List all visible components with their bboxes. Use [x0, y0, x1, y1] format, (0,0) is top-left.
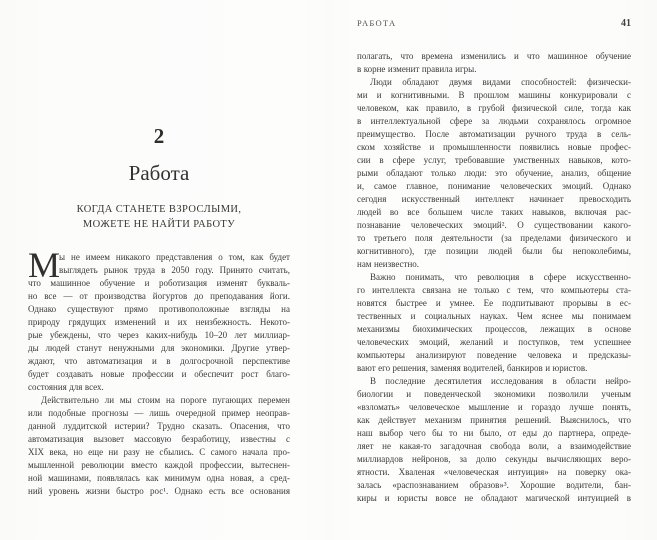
- text-line: выглядеть рынок труда в 2050 году. Принято считать,: [59, 265, 290, 275]
- text-line: преимущество. После автоматизации ручного труда в сель-: [357, 129, 631, 139]
- text-line: состояния для всех.: [28, 382, 104, 392]
- right-page: [357, 0, 631, 540]
- text-line: Однако существуют прямо противоположные взгляды на: [28, 304, 290, 314]
- text-line: го интеллекта связана не только с тем, что компьютеры ста-: [357, 285, 631, 295]
- text-line: ний уровень жизни быстро рос¹. Однако есть все основания: [28, 486, 290, 496]
- chapter-title: Работа: [128, 161, 190, 185]
- text-line: компьютеры анализируют поведение человека и предсказы-: [357, 350, 631, 360]
- text-line: то третьего поля деятельности (за пределами физического и: [357, 233, 631, 243]
- paragraph: [28, 245, 290, 394]
- text-line: вают его решения, заменяя водителей, банкиров и юристов.: [357, 363, 588, 373]
- text-line: познавание человеческих эмоций². О существовании какого-: [357, 220, 631, 230]
- text-line: будет создавать новые профессии и обеспечит рост благо-: [28, 369, 290, 379]
- text-line: ной машинами, появлялась как минимум одна новая, а сред-: [28, 473, 290, 483]
- chapter-number: 2: [153, 124, 165, 148]
- text-line: сегодня искусственный интеллект начинает превосходить: [357, 194, 631, 204]
- text-line: нам неизвестно.: [357, 259, 420, 269]
- left-page: [28, 0, 290, 540]
- text-line: ском хозяйстве и промышленности появились новые профес-: [357, 142, 631, 152]
- text-line: ждают, что автоматизация и в долгосрочной перспективе: [28, 356, 290, 366]
- text-line: рыми обладают только люди: это обучение, анализ, общение: [357, 168, 631, 178]
- text-line: природу грядущих изменений и их неизбежность. Некото-: [28, 317, 290, 327]
- paragraph: [357, 76, 631, 271]
- text-line: или подобные прогнозы — лишь очередной пример неоправ-: [28, 408, 290, 418]
- text-line: Важно понимать, что революция в сфере искусственно-: [370, 272, 631, 282]
- text-line: людей во все большем числе таких навыков, включая рас-: [357, 207, 631, 217]
- text-line: когнитивного), где позиции людей были бы непоколебимы,: [357, 246, 631, 256]
- text-line: В последние десятилетия исследования в области нейро-: [370, 376, 631, 386]
- text-line: автоматизация вызовет массовую безработицу, известны с: [28, 434, 290, 444]
- text-line: что машинное обучение и роботизация изменят букваль-: [28, 278, 290, 288]
- text-line: миллиардов нейронов, за долю секунды вычисляющих веро-: [357, 454, 631, 464]
- running-head: [357, 18, 631, 29]
- text-line: человеком, как правило, в грубой физической силе, тогда как: [357, 103, 631, 113]
- text-line: ляет не какая-то загадочная свобода воли, а взаимодействие: [357, 441, 631, 451]
- text-line: рые убеждены, что через каких-нибудь 10–20 лет миллиар-: [28, 330, 290, 340]
- paragraph: [28, 394, 290, 498]
- running-head-title: РАБОТА: [357, 18, 397, 28]
- text-line: ды людей станут ненужными для экономики. Другие утвер-: [28, 343, 290, 353]
- chapter-subtitle-line: МОЖЕТЕ НЕ НАЙТИ РАБОТУ: [82, 219, 236, 230]
- text-line: ятности. Хваленая «человеческая интуиция» на поверку ока-: [357, 467, 631, 477]
- text-line: данной луддитской истерии? Трудно сказать. Опасения, что: [28, 421, 290, 431]
- text-line: сии в сфере услуг, требовавшие умственных навыков, кото-: [357, 155, 631, 165]
- text-line: механизмы биохимических процессов, лежащих в основе: [357, 324, 631, 334]
- text-line: новятся быстрее и умнее. Ее подпитывают прорывы в ес-: [357, 298, 631, 308]
- text-line: полагать, что времена изменились и что машинное обучение: [357, 51, 631, 61]
- right-page-body: [357, 50, 631, 505]
- text-line: биологии и поведенческой экономики позволили ученым: [357, 389, 631, 399]
- text-line: в интеллектуальной сфере за людьми сохранялось огромное: [357, 116, 631, 126]
- text-line: XIX века, но еще ни разу не сбылись. С самого начала про-: [28, 447, 290, 457]
- text-line: наш выбор чего бы то ни было, от еды до партнера, опреде-: [357, 428, 631, 438]
- text-line: и, самое главное, понимание человеческих эмоций. Однако: [357, 181, 631, 191]
- chapter-subtitle-line: КОГДА СТАНЕТЕ ВЗРОСЛЫМИ,: [76, 204, 242, 215]
- text-line: «взломать» человеческое мышление и гораздо лучше понять,: [357, 402, 631, 412]
- page-number: 41: [621, 18, 631, 29]
- paragraph: [357, 271, 631, 375]
- paragraph: [357, 375, 631, 505]
- text-line: Действительно ли мы стоим на пороге пугающих перемен: [41, 395, 290, 405]
- text-line: но все — от производства йогуртов до преподавания йоги.: [28, 291, 290, 301]
- text-line: ы не имеем никакого представления о том, как будет: [59, 252, 290, 262]
- paragraph: [357, 50, 631, 76]
- left-page-body: [28, 245, 290, 498]
- text-line: мышленной революции вместо каждой профессии, вытеснен-: [28, 460, 290, 470]
- chapter-subtitle: [28, 202, 290, 232]
- text-line: киры и юристы вовсе не обладают магической интуицией в: [357, 493, 631, 503]
- text-line: в корне изменит правила игры.: [357, 64, 477, 74]
- text-line: тественных и социальных науках. Чем яснее мы понимаем: [357, 311, 631, 321]
- text-line: залась «распознаванием образов»³. Хорошие водители, бан-: [357, 480, 631, 490]
- text-line: ми и когнитивными. В прошлом машины конкурировали с: [357, 90, 631, 100]
- text-line: Люди обладают двумя видами способностей: физически-: [370, 77, 631, 87]
- text-line: как действует механизм принятия решений. Выяснилось, что: [357, 415, 631, 425]
- text-line: человеческих эмоций, желаний и поступков, тем успешнее: [357, 337, 631, 347]
- drop-cap: М: [28, 245, 61, 285]
